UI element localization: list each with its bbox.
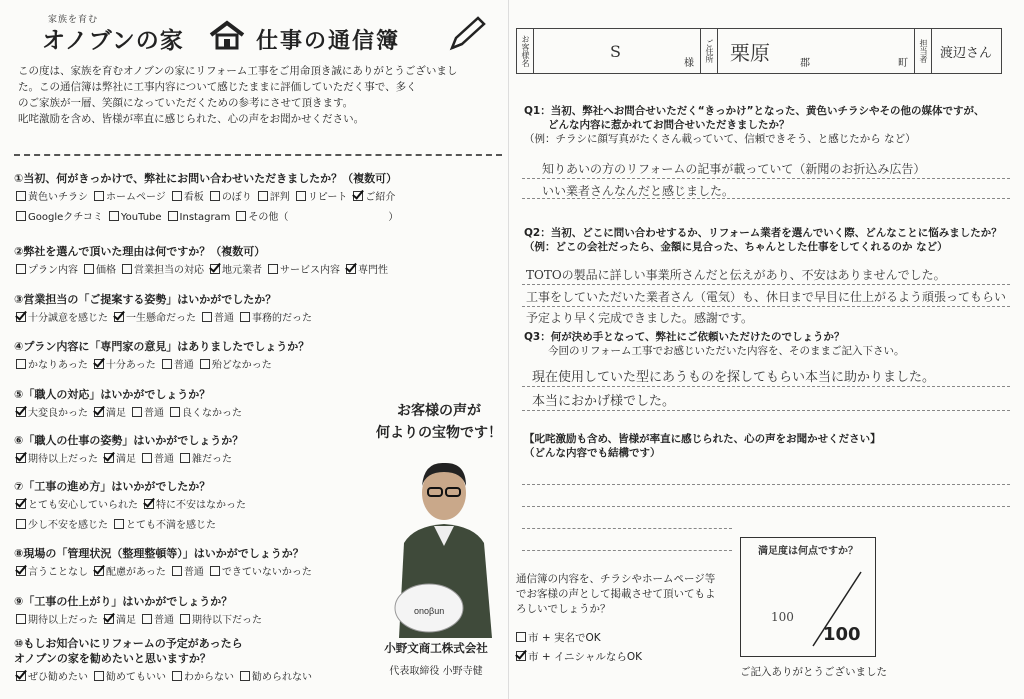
option-label: 言うことなし <box>28 567 88 578</box>
option-label: 十分誠意を感じた <box>28 313 108 324</box>
option[interactable] <box>94 563 166 578</box>
option[interactable] <box>210 261 262 276</box>
bubble-line: 何よりの宝物です！ <box>376 425 502 441</box>
option[interactable] <box>84 261 116 276</box>
q2-answer-line: TOTOの製品に詳しい事業所さんだと伝えがあり、不安はありませんでした。 <box>526 268 946 282</box>
customer-name: S <box>610 42 621 61</box>
option[interactable] <box>122 261 204 276</box>
checkbox[interactable] <box>516 632 526 642</box>
checkbox-checked[interactable] <box>94 359 104 369</box>
q3-sub: 今回のリフォーム工事でお感じいただいた内容を、そのままご記入下さい。 <box>548 345 905 357</box>
customer-label: お客様名 <box>517 29 534 73</box>
answer-line <box>522 306 1010 307</box>
option-label: 期待以上だった <box>28 454 98 465</box>
option-label: Googleクチコミ <box>28 212 103 223</box>
option[interactable] <box>236 208 398 223</box>
option-label: 勧めてもいい <box>106 672 166 683</box>
checkbox[interactable] <box>202 312 212 322</box>
option-row <box>16 563 318 578</box>
option-label: わからない <box>184 672 234 683</box>
question-title: ③営業担当の「ご提案する姿勢」はいかがでしたか？ <box>14 293 277 306</box>
option-label: 特に不安はなかった <box>156 500 246 511</box>
option-label: 専門性 <box>358 265 388 276</box>
option-label: リピート <box>307 192 348 203</box>
option-label: とても安心していられた <box>28 500 138 511</box>
option-label: その他（ ） <box>248 212 399 223</box>
question-title: ⑥「職人の仕事の姿勢」はいかがでしょうか？ <box>14 434 244 447</box>
score-box <box>740 537 876 657</box>
section-divider <box>14 154 502 156</box>
q3-block <box>524 330 904 358</box>
option-label: 期待以上だった <box>28 615 98 626</box>
checkbox[interactable] <box>142 453 152 463</box>
option-label: とても不満を感じた <box>126 520 216 531</box>
q3-title: Q3：何が決め手となって、弊社にご依頼いただけたのでしょうか？ <box>524 331 845 343</box>
option-label: ご紹介 <box>365 192 396 203</box>
option-row <box>16 611 268 626</box>
speech-bubble <box>369 400 509 444</box>
option[interactable] <box>16 208 103 223</box>
option[interactable] <box>296 188 348 203</box>
q2-example: （例：どこの会社だったら、金額に見合った、ちゃんとした仕事をしてくれるのか など） <box>524 241 948 253</box>
checkbox[interactable] <box>162 359 172 369</box>
option-label: 勧められない <box>252 672 312 683</box>
question-title: ⑦「工事の進め方」はいかがでしたか？ <box>14 480 211 493</box>
question-title: ④プラン内容に「専門家の意見」はありましたでしょうか？ <box>14 340 310 353</box>
option-row <box>16 404 248 419</box>
page-fold <box>508 0 509 699</box>
answer-line <box>522 484 1010 485</box>
option-label: 看板 <box>183 192 204 203</box>
checkbox[interactable] <box>94 191 104 201</box>
answer-line <box>522 410 1010 411</box>
option-label: 普通 <box>173 360 194 371</box>
option-label: 事務的だった <box>252 313 312 324</box>
checkbox-checked[interactable] <box>16 499 26 509</box>
checkbox-checked[interactable] <box>144 499 154 509</box>
house-icon <box>209 20 245 50</box>
option[interactable] <box>240 309 312 324</box>
checkbox[interactable] <box>114 519 124 529</box>
answer-line <box>522 386 1010 387</box>
checkbox[interactable] <box>132 407 142 417</box>
voice-sub: （どんな内容でも結構です） <box>524 447 661 459</box>
checkbox[interactable] <box>172 671 182 681</box>
question-title: ⑤「職人の対応」はいかがでしょうか？ <box>14 388 211 401</box>
option-label: サービス内容 <box>280 265 340 276</box>
option-label: 満足 <box>106 408 126 419</box>
gun-suffix: 郡 <box>800 58 810 69</box>
option[interactable] <box>94 188 166 203</box>
score-value: 100 <box>823 624 861 645</box>
checkbox[interactable] <box>16 211 26 221</box>
option[interactable] <box>353 188 395 203</box>
option-label: 期待以下だった <box>192 615 262 626</box>
option[interactable] <box>142 450 174 465</box>
thanks-text: ご記入ありがとうございました <box>740 666 887 678</box>
option-row <box>16 208 404 223</box>
option[interactable] <box>210 563 312 578</box>
publish-option-1[interactable] <box>516 631 746 646</box>
option[interactable] <box>202 309 234 324</box>
checkbox[interactable] <box>268 264 278 274</box>
option-row <box>16 356 278 371</box>
checkbox[interactable] <box>172 566 182 576</box>
checkbox[interactable] <box>16 264 26 274</box>
option[interactable] <box>268 261 340 276</box>
checkbox[interactable] <box>16 614 26 624</box>
pencil-icon <box>446 16 486 52</box>
q1-block <box>524 104 985 146</box>
intro-line: 叱咤激励を含め、皆様が率直に感じられた、心の声をお聞かせください。 <box>18 113 365 125</box>
checkbox[interactable] <box>84 264 94 274</box>
checkbox-checked[interactable] <box>16 407 26 417</box>
q1-title-2: どんな内容に惹かれてお問合せいただきましたか？ <box>548 119 790 131</box>
checkbox[interactable] <box>240 671 250 681</box>
option[interactable] <box>180 611 262 626</box>
publish-text: 通信簿の内容を、チラシやホームページ等でお客様の声として掲載させて頂いてもよろしいでしょうか？ <box>516 573 716 615</box>
option[interactable] <box>16 563 88 578</box>
option[interactable] <box>144 496 246 511</box>
score-handwritten: 100 <box>771 610 794 624</box>
address-cell[interactable] <box>718 29 915 73</box>
score-title: 満足度は何点ですか？ <box>758 546 858 557</box>
option-label: 黄色いチラシ <box>28 192 88 203</box>
sheet-title: 仕事の通信簿 <box>256 29 401 54</box>
option[interactable] <box>132 404 164 419</box>
option[interactable] <box>180 450 232 465</box>
checkbox-checked[interactable] <box>16 566 26 576</box>
option-label: 普通 <box>214 313 234 324</box>
option[interactable] <box>16 668 88 683</box>
option-label: 地元業者 <box>222 265 262 276</box>
checkbox[interactable] <box>94 671 104 681</box>
brand-tagline: 家族を育む <box>48 15 99 25</box>
question-title: ⑩もしお知合いにリフォームの予定があったら オノブンの家を勧めたいと思いますか？ <box>14 637 243 665</box>
option-label: ホームページ <box>106 192 166 203</box>
option-row <box>16 496 252 511</box>
checkbox[interactable] <box>180 614 190 624</box>
option[interactable] <box>142 611 174 626</box>
q2-block <box>524 226 1002 254</box>
checkbox-checked[interactable] <box>16 312 26 322</box>
question-title: ⑧現場の「管理状況（整理整頓等）」はいかがでしょうか？ <box>14 547 304 560</box>
answer-line <box>522 506 1010 507</box>
option[interactable] <box>114 309 196 324</box>
customer-info-table <box>516 28 1002 74</box>
option[interactable] <box>258 188 290 203</box>
ceo-name: 代表取締役 小野寺健 <box>389 666 483 677</box>
staff-label: 担当者 <box>915 29 932 73</box>
q2-answer-line: 予定より早く完成できました。感謝です。 <box>526 311 754 325</box>
option-row <box>16 668 318 683</box>
option-label: 満足 <box>116 615 136 626</box>
checkbox-checked[interactable] <box>104 614 114 624</box>
customer-name-cell[interactable] <box>534 29 701 73</box>
option[interactable] <box>172 563 204 578</box>
publish-consent <box>516 572 746 665</box>
option[interactable] <box>170 404 242 419</box>
machi-suffix: 町 <box>898 58 908 69</box>
option[interactable] <box>16 450 98 465</box>
left-page <box>14 8 504 698</box>
option-label: 少し不安を感じた <box>28 520 108 531</box>
checkbox[interactable] <box>210 191 220 201</box>
option-label: かなりあった <box>28 360 88 371</box>
intro-text <box>18 63 504 127</box>
option-row <box>16 188 401 203</box>
checkbox-checked[interactable] <box>94 407 104 417</box>
bubble-line: お客様の声が <box>397 403 481 419</box>
checkbox[interactable] <box>516 651 526 661</box>
ceo-photo <box>384 448 504 638</box>
option[interactable] <box>16 356 88 371</box>
option-label: 一生懸命だった <box>126 313 196 324</box>
option-label: 普通 <box>144 408 164 419</box>
option-label: 価格 <box>96 265 116 276</box>
q2-title: Q2：当初、どこに問い合わせするか、リフォーム業者を選んでいく際、どんなことに悩みましたか？ <box>524 227 1002 239</box>
option-row <box>16 309 318 324</box>
brand-name: オノブンの家 <box>42 28 184 54</box>
option-label: できていないかった <box>221 567 312 578</box>
checkbox[interactable] <box>180 453 190 463</box>
option-label: 営業担当の対応 <box>134 265 204 276</box>
option-label: 大変良かった <box>28 408 88 419</box>
option[interactable] <box>162 356 194 371</box>
question-title: ⑨「工事の仕上がり」はいかがでしょうか？ <box>14 595 233 608</box>
option[interactable] <box>16 496 138 511</box>
option[interactable] <box>210 188 252 203</box>
option-label: のぼり <box>221 192 252 203</box>
checkbox[interactable] <box>168 211 178 221</box>
address-value: 栗原 <box>730 41 770 65</box>
checkbox[interactable] <box>240 312 250 322</box>
option[interactable] <box>172 188 204 203</box>
option-label: Instagram <box>179 212 231 223</box>
option-label: YouTube <box>120 212 162 223</box>
company-name: 小野文商工株式会社 <box>384 641 488 655</box>
option-label: 雑だった <box>192 454 232 465</box>
option[interactable] <box>200 356 272 371</box>
option[interactable] <box>16 188 88 203</box>
checkbox[interactable] <box>16 359 26 369</box>
intro-line: のご家族が一層、笑顔になっていただくための参考にさせて頂きます。 <box>18 97 354 109</box>
checkbox[interactable] <box>142 614 152 624</box>
checkbox[interactable] <box>16 519 26 529</box>
checkbox-checked[interactable] <box>94 566 104 576</box>
checkbox[interactable] <box>172 191 182 201</box>
option[interactable] <box>94 356 156 371</box>
option-label: 満足 <box>116 454 136 465</box>
option[interactable] <box>346 261 388 276</box>
option-row <box>16 516 222 531</box>
option[interactable] <box>16 516 108 531</box>
checkbox[interactable] <box>122 264 132 274</box>
checkbox-checked[interactable] <box>16 453 26 463</box>
checkbox-checked[interactable] <box>353 191 363 201</box>
option[interactable] <box>94 668 166 683</box>
q3-answer-line: 現在使用していた型にあうものを探してもらい本当に助かりました。 <box>532 370 936 385</box>
checkbox-checked[interactable] <box>16 671 26 681</box>
option[interactable] <box>104 611 136 626</box>
intro-line: た。この通信簿は弊社に工事内容について感じたままに評価していただく事で、多く <box>18 81 417 93</box>
question-title: ②弊社を選んで頂いた理由は何ですか？（複数可） <box>14 245 266 258</box>
voice-block <box>524 432 881 460</box>
answer-line <box>522 198 1010 199</box>
option-label: 評判 <box>269 192 290 203</box>
option-row <box>16 450 238 465</box>
checkbox[interactable] <box>109 211 119 221</box>
option-label: 普通 <box>154 454 174 465</box>
q1-example: （例：チラシに顔写真がたくさん載っていて、信頼できそう、と感じたから など） <box>524 133 916 145</box>
publish-option-2[interactable] <box>516 650 746 665</box>
option[interactable] <box>114 516 216 531</box>
q1-title: Q1：当初、弊社へお問合せいただく“きっかけ”となった、黄色いチラシやその他の媒体ですが、 <box>524 105 985 117</box>
option[interactable] <box>172 668 234 683</box>
option[interactable] <box>16 404 88 419</box>
option[interactable] <box>16 309 108 324</box>
staff-value: 渡辺さん <box>940 46 993 61</box>
question-title: ①当初、何がきっかけで、弊社にお問い合わせいただきましたか？（複数可） <box>14 172 398 185</box>
answer-line <box>522 528 732 529</box>
staff-cell[interactable] <box>932 29 1001 73</box>
checkbox-checked[interactable] <box>346 264 356 274</box>
checkbox[interactable] <box>296 191 306 201</box>
option[interactable] <box>16 261 78 276</box>
option-label: プラン内容 <box>28 265 78 276</box>
option-label: 殆どなかった <box>211 360 272 371</box>
q2-answer-line: 工事をしていただいた業者さん（電気）も、休日まで早目に仕上がるよう頑張ってもらい <box>526 290 1007 304</box>
publish-option-label: 市 + イニシャルならOK <box>528 651 642 663</box>
option[interactable] <box>109 211 162 223</box>
checkbox[interactable] <box>210 566 220 576</box>
checkbox[interactable] <box>16 191 26 201</box>
svg-text:onoβun: onoβun <box>414 606 445 616</box>
q1-answer-line: いい業者さんなんだと感じました。 <box>542 184 735 198</box>
option[interactable] <box>16 611 98 626</box>
address-label: ご住所 <box>701 29 718 73</box>
checkbox[interactable] <box>170 407 180 417</box>
option-label: 普通 <box>154 615 174 626</box>
option-label: 十分あった <box>105 360 156 371</box>
answer-line <box>522 550 732 551</box>
option-label: ぜひ勧めたい <box>28 672 88 683</box>
answer-line <box>522 284 1010 285</box>
checkbox[interactable] <box>258 191 268 201</box>
checkbox[interactable] <box>236 211 246 221</box>
voice-title: 【叱咤激励も含め、皆様が率直に感じられた、心の声をお聞かせください】 <box>524 433 881 445</box>
checkbox-checked[interactable] <box>114 312 124 322</box>
option-label: 普通 <box>183 567 204 578</box>
checkbox-checked[interactable] <box>210 264 220 274</box>
sama-suffix: 様 <box>684 58 694 69</box>
option[interactable] <box>94 404 126 419</box>
option-row <box>16 261 394 276</box>
publish-option-label: 市 + 実名でOK <box>528 632 601 644</box>
option[interactable] <box>104 450 136 465</box>
intro-line: この度は、家族を育むオノブンの家にリフォーム工事をご用命頂き誠にありがとうございまし <box>18 65 458 77</box>
option-label: 配慮があった <box>106 567 166 578</box>
option-label: 良くなかった <box>182 408 242 419</box>
option[interactable] <box>168 211 231 223</box>
checkbox-checked[interactable] <box>104 453 114 463</box>
answer-line <box>522 178 1010 179</box>
q3-answer-line: 本当におかげ様でした。 <box>532 394 676 409</box>
option[interactable] <box>240 668 312 683</box>
checkbox[interactable] <box>200 359 210 369</box>
q1-answer-line: 知りあいの方のリフォームの記事が載っていて（新聞のお折込み広告） <box>542 162 926 176</box>
